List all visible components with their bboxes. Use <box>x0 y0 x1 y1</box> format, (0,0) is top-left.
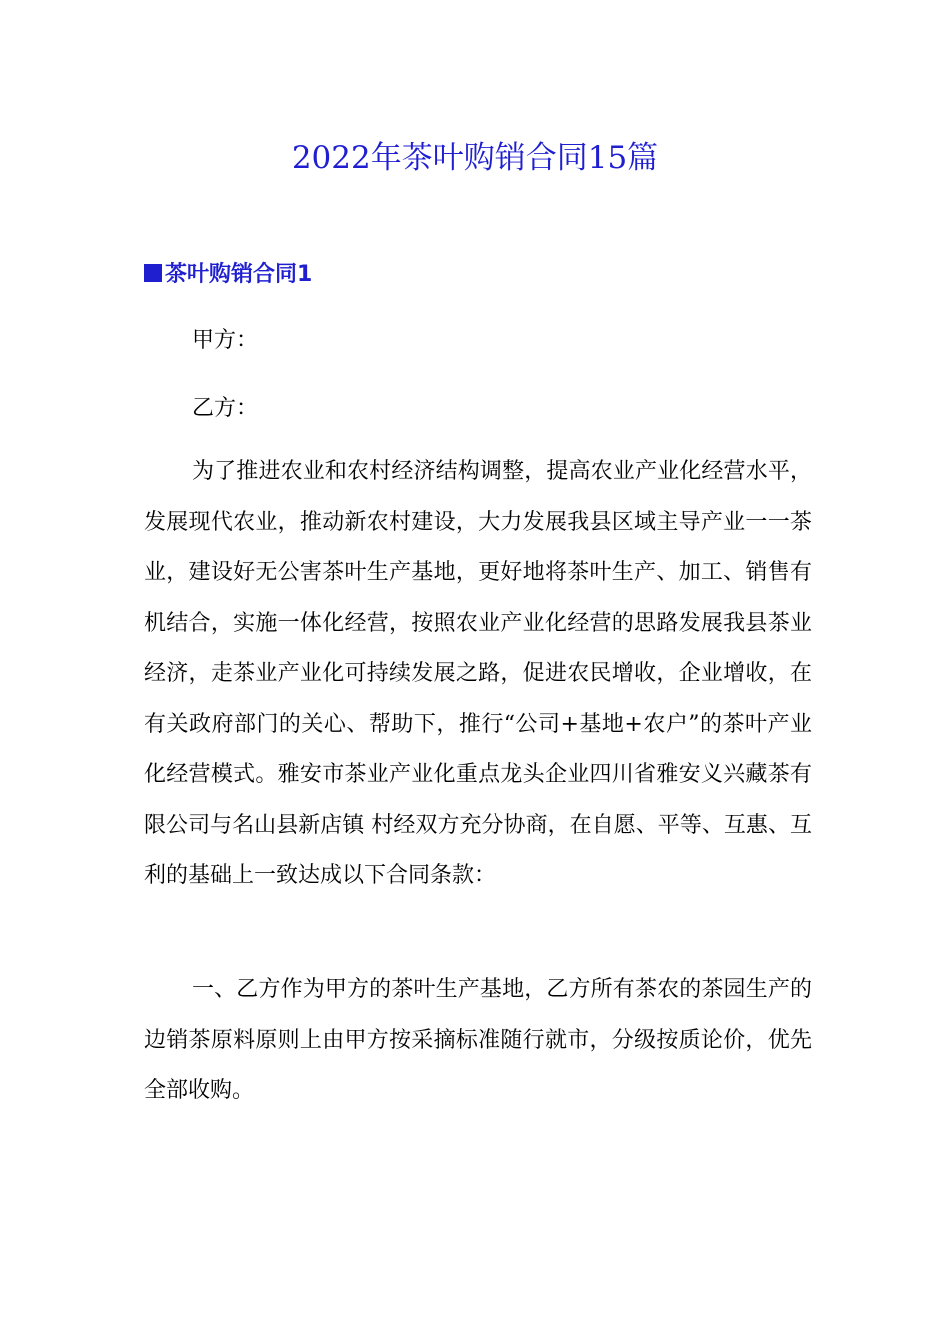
party-b-line: 乙方： <box>192 396 259 421</box>
intro-paragraph: 为了推进农业和农村经济结构调整，提高农业产业化经营水平，发展现代农业，推动新农村建设，大力发展我县区域主导产业一一茶业，建设好无公害茶叶生产基地，更好地将茶叶生产、加工、销售有机结合，实施一体化经营，按照农业产业化经营的思路发展我县茶业经济，走茶业产业化可持续发展之路，促进农民增收，企业增收，在有关政府部门的关心、帮助下，推行“公司+基地+农户”的茶叶产业化经营模式。雅安市茶业产业化重点龙头企业四川省雅安义兴藏茶有限公司与名山县新店镇 村经双方充分协商，在自愿、平等、互惠、互利的基础上一致达成以下合同条款： <box>144 459 812 888</box>
square-bullet-icon <box>144 264 162 282</box>
section-heading-text: 茶叶购销合同1 <box>165 262 313 287</box>
clause-1-paragraph: 一、乙方作为甲方的茶叶生产基地，乙方所有茶农的茶园生产的边销茶原料原则上由甲方按采摘标准随行就市，分级按质论价，优先全部收购。 <box>144 977 812 1103</box>
section-heading <box>144 258 312 292</box>
document-title: 2022年茶叶购销合同15篇 <box>291 140 659 176</box>
party-a-line: 甲方： <box>192 328 259 353</box>
